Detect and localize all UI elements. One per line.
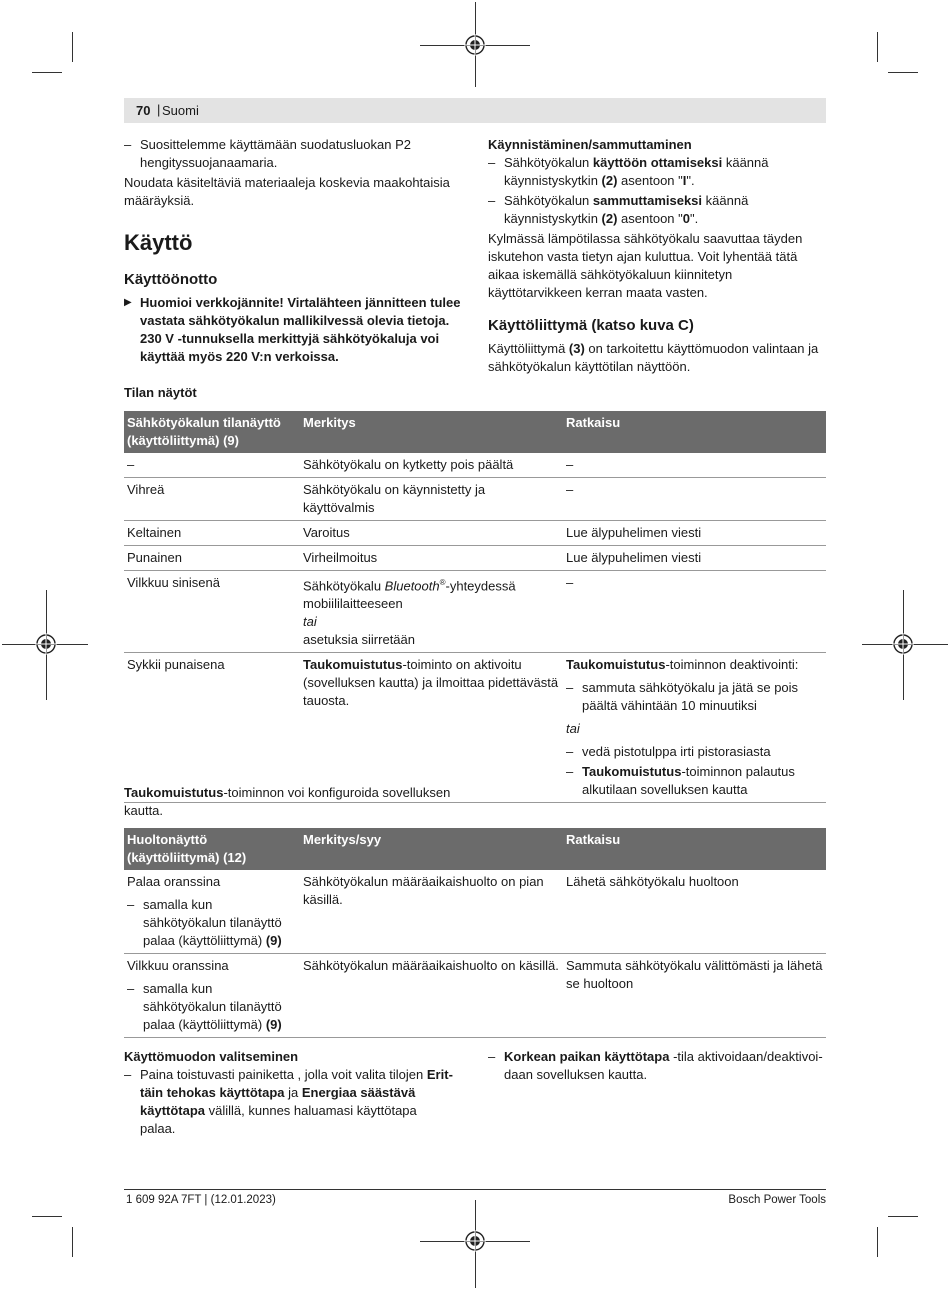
table-header-cell: Merkitys/syy [300,828,563,870]
table-row [124,571,826,653]
table-header-cell: Ratkaisu [563,828,826,870]
table-cell: Punainen [124,546,300,571]
table-cell: Sähkötyökalu on kytketty pois päältä [300,453,563,478]
table-row [124,521,826,546]
page-number: 70 [136,103,151,118]
crop-mark [32,72,62,73]
table-cell: Varoitus [300,521,563,546]
user-interface-description: Käyttöliittymä (3) on tarkoitettu käyttömuodon valintaan ja sähkötyökalun käyttötilan näyttöön. [488,341,819,374]
table-cell: Taukomuistutus-toiminnon deaktivointi: – sammuta sähkötyökalu ja jätä se pois päältä vähintään 10 minuutiksi tai – vedä pistotulppa irti pistorasiasta – Taukomuistutus-toiminnon palautus alkutilaan sovelluksen kautta [563,653,826,803]
table-cell: Vilkkuu oranssina – samalla kun sähkötyökalun tilanäyttö palaa (käyttöliittymä) (9) [124,954,300,1038]
table-cell: Lue älypuhelimen viesti [563,521,826,546]
table-row [124,870,826,954]
section-title: Käyttö [124,230,193,255]
crop-mark [72,32,73,62]
registration-target-icon [892,633,914,655]
mode-selection-section [124,1048,454,1138]
table-row [124,546,826,571]
table-header-row [124,411,826,453]
registration-target-icon [464,34,486,56]
right-column [488,136,828,376]
crop-mark [888,1216,918,1217]
service-display-table [124,828,826,1038]
mode-selection-instruction: – Paina toistuvasti painiketta , jolla voit valita tilojen Erittäin tehokas käyttötapa ja Energiaa säästävä käyttötapa välillä, kunnes haluamasi käyttötapa palaa. [124,1066,454,1138]
table-row [124,653,826,803]
table-cell: Lähetä sähkötyökalu huoltoon [563,870,826,954]
table-cell: Palaa oranssina – samalla kun sähkötyökalun tilanäyttö palaa (käyttöliittymä) (9) [124,870,300,954]
start-stop-title: Käynnistäminen/sammuttaminen [488,137,692,152]
regulations-note: Noudata käsiteltäviä materiaaleja koskevia maakohtaisia määräyksiä. [124,175,450,208]
mode-selection-title: Käyttömuodon valitseminen [124,1049,299,1064]
table-row [124,478,826,521]
table-cell: Sykkii punaisena [124,653,300,803]
high-altitude-mode-note: – Korkean paikan käyttötapa -tila aktivoidaan/deaktivoidaan sovelluksen kautta. [488,1048,823,1084]
crop-mark [877,1227,878,1257]
user-interface-title: Käyttöliittymä (katso kuva C) [488,317,694,334]
crop-mark [877,32,878,62]
cold-temperature-note: Kylmässä lämpötilassa sähkötyökalu saavuttaa täyden iskutehon vasta tietyn ajan kuluttua. Voit lyhentää tätä aikaa iskemällä sähkötyökaluun kiinnitetyn käyttötarvikkeen kerran maata vasten. [488,231,803,300]
table-cell: Vihreä [124,478,300,521]
table-cell: – [563,453,826,478]
header-language: Suomi [162,103,199,118]
page-header [124,98,826,123]
table-cell: Sähkötyökalun määräaikaishuolto on käsillä. [300,954,563,1038]
table-cell: Vilkkuu sinisenä [124,571,300,653]
table-cell: – [563,478,826,521]
crop-mark [32,1216,62,1217]
table-cell: Lue älypuhelimen viesti [563,546,826,571]
table-cell: Virheilmoitus [300,546,563,571]
brand-name: Bosch Power Tools [728,1194,826,1206]
table-row [124,954,826,1038]
footer-divider [124,1189,826,1190]
table-header-cell: Ratkaisu [563,411,826,453]
table-header-cell: Huoltonäyttö (käyttöliittymä) (12) [124,828,300,870]
config-note: Taukomuistutus-toiminnon voi konfiguroida sovelluksen kautta. [124,785,451,818]
table-cell: Keltainen [124,521,300,546]
header-separator: | [157,102,161,117]
table-header-cell: Merkitys [300,411,563,453]
crop-mark [888,72,918,73]
table-cell: Sähkötyökalu Bluetooth®-yhteydessä mobiililaitteeseen tai asetuksia siirretään [300,571,563,653]
table-cell: Sähkötyökalu on käynnistetty ja käyttövalmis [300,478,563,521]
subsection-title: Käyttöönotto [124,271,218,288]
document-code: 1 609 92A 7FT | (12.01.2023) [126,1194,276,1206]
stop-instruction: – Sähkötyökalun sammuttamiseksi käännä käynnistyskytkin (2) asentoon "0". [488,192,828,228]
status-display-table [124,411,826,803]
registration-target-icon [464,1230,486,1252]
table-row [124,453,826,478]
registration-target-icon [35,633,57,655]
table-cell: Sammuta sähkötyökalu välittömästi ja lähetä se huoltoon [563,954,826,1038]
status-display-title: Tilan näytöt [124,385,197,400]
table-cell: – [124,453,300,478]
left-column [124,136,464,366]
table-header-cell: Sähkötyökalun tilanäyttö (käyttöliittymä) (9) [124,411,300,453]
table-header-row [124,828,826,870]
table-cell: Taukomuistutus-toiminto on aktivoitu (sovelluksen kautta) ja ilmoittaa pidettävästä tauosta. [300,653,563,803]
table-cell: – [563,571,826,653]
crop-mark [72,1227,73,1257]
table-cell: Sähkötyökalun määräaikaishuolto on pian käsillä. [300,870,563,954]
mask-recommendation: – Suosittelemme käyttämään suodatusluokan P2 hengityssuojanaamaria. [124,136,464,172]
voltage-warning: ▶ Huomioi verkkojännite! Virtalähteen jännitteen tulee vastata sähkötyökalun mallikilvessä olevia tietoja. 230 V -tunnuksella merkittyjä sähkötyökaluja voi käyttää myös 220 V:n verkoissa. [124,294,464,366]
start-instruction: – Sähkötyökalun käyttöön ottamiseksi käännä käynnistyskytkin (2) asentoon "I". [488,154,828,190]
